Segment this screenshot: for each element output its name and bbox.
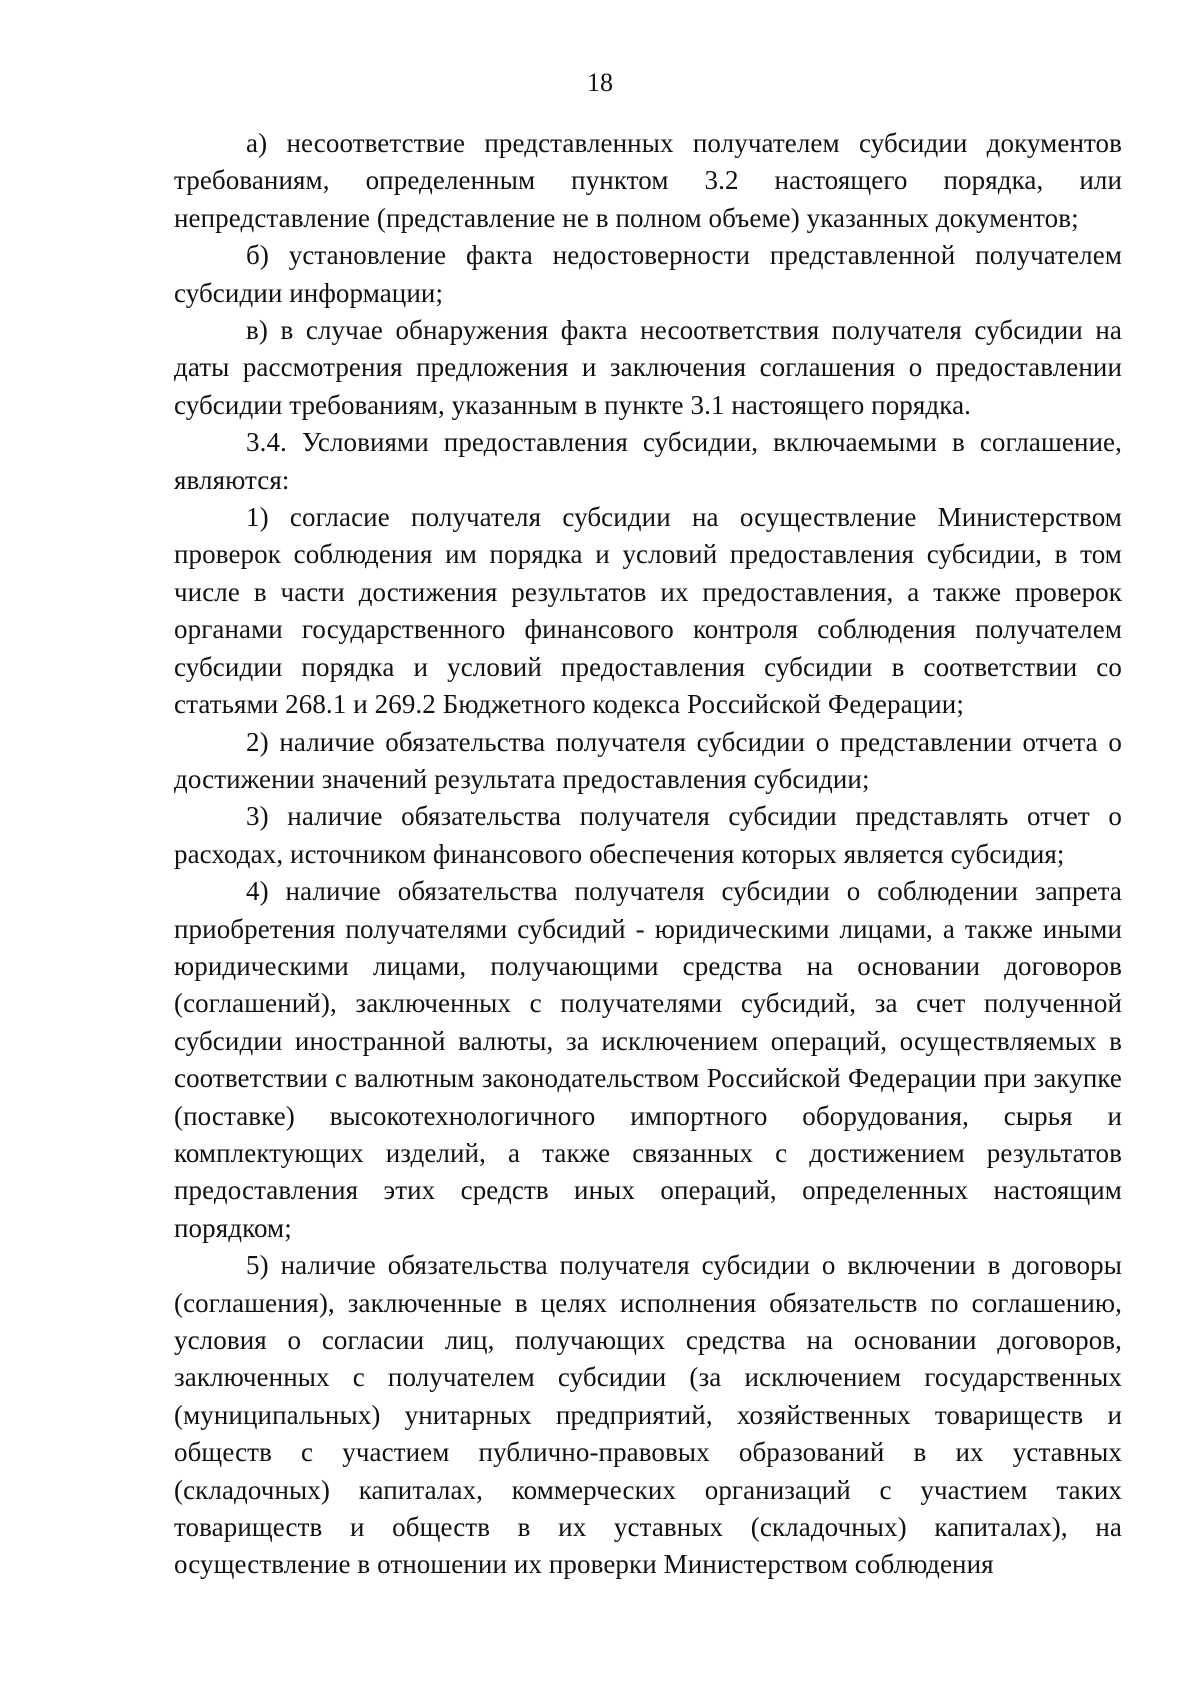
page-number: 18 [587, 68, 613, 97]
paragraph-condition-2: 2) наличие обязательства получателя субсидии о представлении отчета о достижении значений результата предоставления субсидии; [174, 726, 1122, 794]
paragraph-condition-1: 1) согласие получателя субсидии на осуществление Министерством проверок соблюдения им порядка и условий предоставления субсидии, в том числе в части достижения результатов их предоставления, а также проверок органами государственного финансового контроля соблюдения получателем субсидии порядка и условий предоставления субсидии в соответствии со статьями 268.1 и 269.2 Бюджетного кодекса Российской Федерации; [174, 502, 1122, 720]
paragraph-item-b: б) установление факта недостоверности представленной получателем субсидии информации; [174, 240, 1122, 308]
paragraph-condition-3: 3) наличие обязательства получателя субсидии представлять отчет о расходах, источником финансового обеспечения которых является субсидия; [174, 801, 1122, 869]
paragraph-item-v: в) в случае обнаружения факта несоответствия получателя субсидии на даты рассмотрения предложения и заключения соглашения о предоставлении субсидии требованиям, указанным в пункте 3.1 настоящего порядка. [174, 315, 1122, 420]
paragraph-condition-5: 5) наличие обязательства получателя субсидии о включении в договоры (соглашения), заключенные в целях исполнения обязательств по соглашению, условия о согласии лиц, получающих средства на основании договоров, заключенных с получателем субсидии (за исключением государственных (муниципальных) унитарных предприятий, хозяйственных товариществ и обществ с участием публично-правовых образований в их уставных (складочных) капиталах, коммерческих организаций с участием таких товариществ и обществ в их уставных (складочных) капиталах), на осуществление в отношении их проверки Министерством соблюдения [174, 1250, 1122, 1580]
paragraph-section-3-4: 3.4. Условиями предоставления субсидии, включаемыми в соглашение, являются: [174, 427, 1122, 495]
paragraph-condition-4: 4) наличие обязательства получателя субсидии о соблюдении запрета приобретения получателями субсидий - юридическими лицами, а также иными юридическими лицами, получающими средства на основании договоров (соглашений), заключенных с получателями субсидий, за счет полученной субсидии иностранной валюты, за исключением операций, осуществляемых в соответствии с валютным законодательством Российской Федерации при закупке (поставке) высокотехнологичного импортного оборудования, сырья и комплектующих изделий, а также связанных с достижением результатов предоставления этих средств иных операций, определенных настоящим порядком; [174, 876, 1122, 1243]
paragraph-item-a: а) несоответствие представленных получателем субсидии документов требованиям, определенным пунктом 3.2 настоящего порядка, или непредставление (представление не в полном объеме) указанных документов; [174, 128, 1122, 233]
document-body [174, 125, 1122, 1584]
